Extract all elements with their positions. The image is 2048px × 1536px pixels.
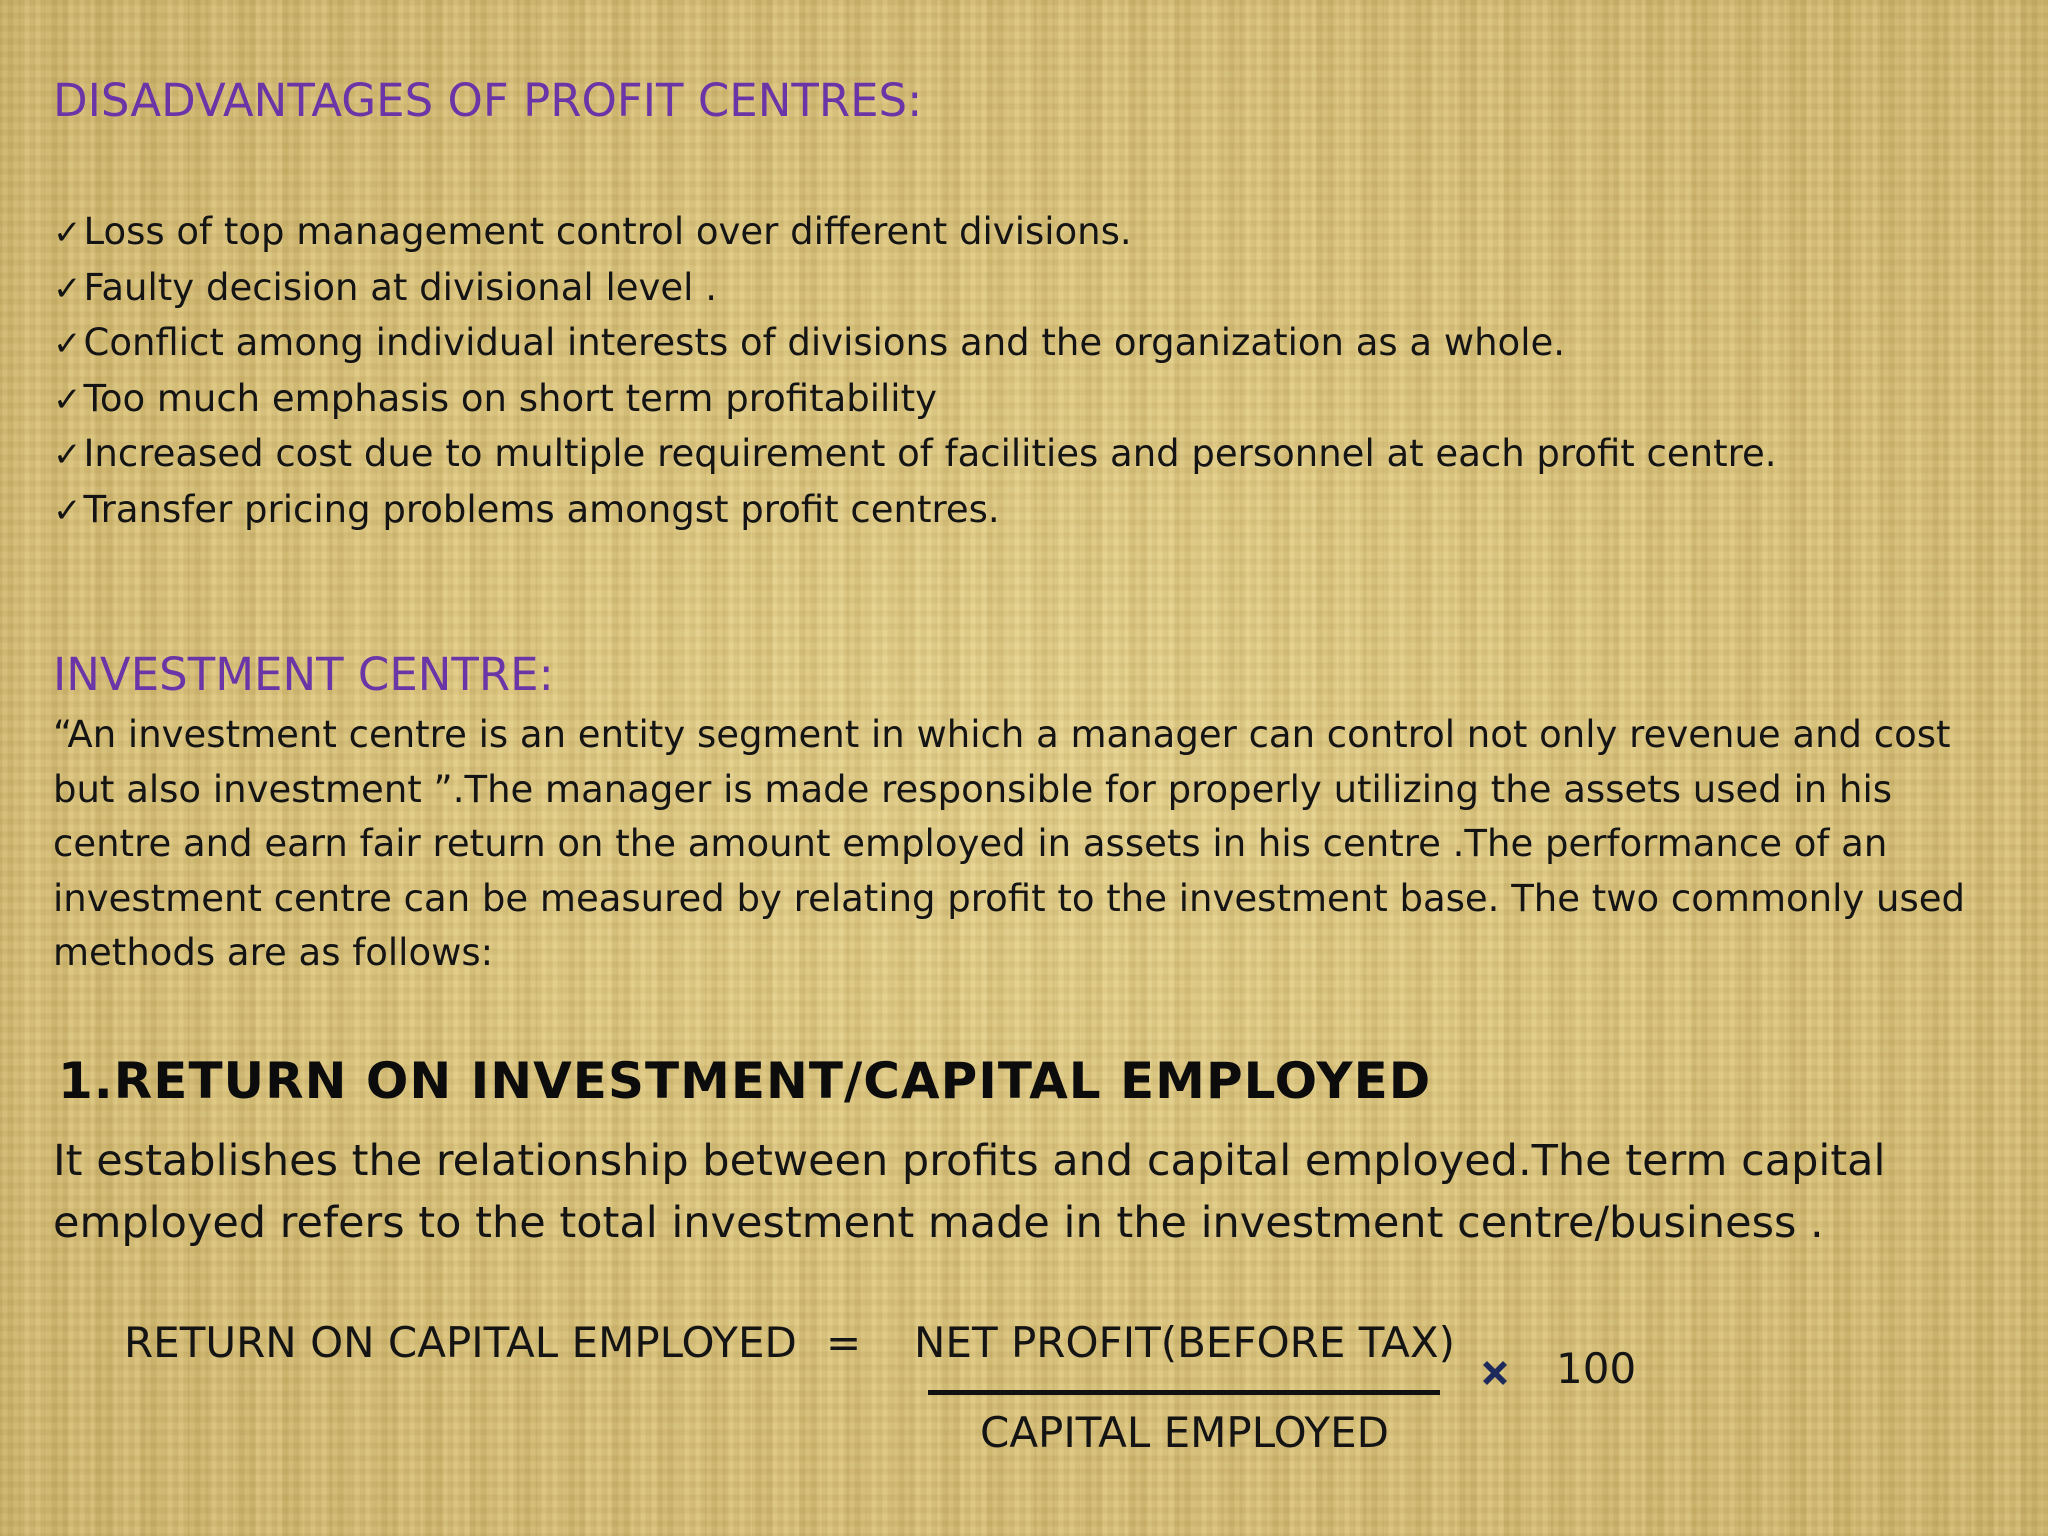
disadvantages-list — [53, 205, 1777, 538]
list-item — [53, 205, 1777, 261]
list-item — [53, 261, 1777, 317]
list-item-text: Faulty decision at divisional level . — [83, 265, 717, 309]
list-item-text: Loss of top management control over different divisions. — [83, 210, 1132, 253]
check-icon: ✓ — [53, 379, 82, 420]
check-icon: ✓ — [53, 435, 82, 475]
formula-lhs: RETURN ON CAPITAL EMPLOYED — [124, 1318, 797, 1367]
list-item — [53, 483, 1777, 539]
list-item-text: Conflict among individual interests of divisions and the organization as a whole. — [83, 321, 1565, 364]
investment-centre-heading: INVESTMENT CENTRE: — [53, 648, 554, 701]
check-icon: ✓ — [53, 213, 82, 253]
roi-title: 1.RETURN ON INVESTMENT/CAPITAL EMPLOYED — [58, 1052, 1432, 1110]
fraction-bar — [928, 1390, 1440, 1395]
list-item — [53, 316, 1777, 372]
check-icon: ✓ — [53, 490, 82, 531]
disadvantages-heading: DISADVANTAGES OF PROFIT CENTRES: — [53, 74, 923, 127]
list-item — [53, 372, 1777, 428]
list-item-text: Too much emphasis on short term profitability — [83, 376, 937, 420]
list-item-text: Increased cost due to multiple requirement of facilities and personnel at each profit centre. — [83, 432, 1777, 475]
formula-equals: = — [826, 1318, 862, 1367]
check-icon: ✓ — [53, 324, 82, 364]
multiply-icon — [1478, 1356, 1512, 1390]
roi-description: It establishes the relationship between profits and capital employed.The term capital employed refers to the total investment made in the investment centre/business . — [53, 1136, 1886, 1248]
formula-numerator: NET PROFIT(BEFORE TAX) — [914, 1318, 1456, 1367]
check-icon: ✓ — [53, 268, 82, 309]
investment-centre-paragraph: “An investment centre is an entity segment in which a manager can control not only revenue and cost but also investment ”.The manager is made responsible for properly utilizing the assets used in his centre and earn fair return on the amount employed in assets in his centre .The performance of an investment centre can be measured by relating profit to the investment base. The two commonly used methods are as follows: — [53, 713, 1966, 974]
list-item — [53, 427, 1777, 483]
formula-factor: 100 — [1556, 1344, 1637, 1393]
list-item-text: Transfer pricing problems amongst profit centres. — [83, 487, 1000, 531]
formula-denominator: CAPITAL EMPLOYED — [980, 1408, 1389, 1457]
